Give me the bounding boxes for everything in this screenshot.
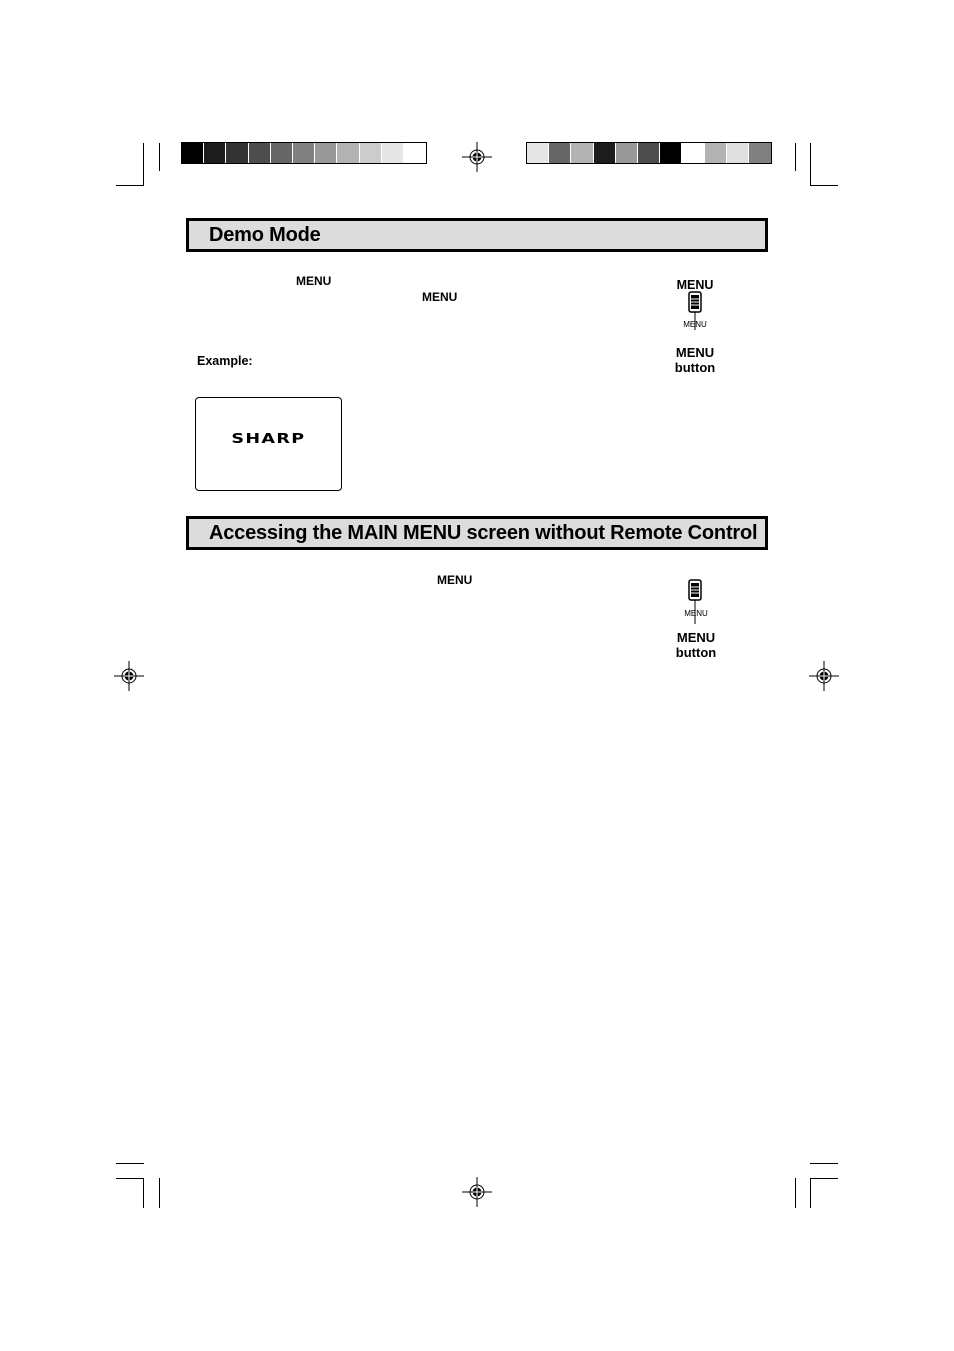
crop-mark xyxy=(116,1163,144,1164)
example-label: Example: xyxy=(197,354,253,368)
keyword-menu: MENU xyxy=(422,290,458,304)
color-swatch xyxy=(249,143,271,163)
section-header-accessing-main-menu xyxy=(186,516,768,550)
color-swatch xyxy=(727,143,749,163)
registration-mark-icon xyxy=(462,1177,492,1207)
crop-mark xyxy=(795,1178,796,1208)
color-swatch xyxy=(682,143,704,163)
menu-button-caption xyxy=(655,345,735,375)
crop-mark xyxy=(116,185,144,186)
crop-mark xyxy=(159,143,160,171)
registration-mark-icon xyxy=(462,142,492,172)
section-header-demo-mode xyxy=(186,218,768,252)
crop-mark xyxy=(810,185,838,186)
color-swatch xyxy=(705,143,727,163)
crop-mark xyxy=(143,1178,144,1208)
color-swatch xyxy=(404,143,426,163)
crop-mark xyxy=(143,143,144,185)
color-swatch xyxy=(616,143,638,163)
color-swatch xyxy=(315,143,337,163)
crop-mark xyxy=(116,1178,144,1179)
color-bar-left xyxy=(181,142,427,164)
color-swatch xyxy=(293,143,315,163)
color-swatch xyxy=(204,143,226,163)
color-swatch xyxy=(660,143,682,163)
color-swatch xyxy=(571,143,593,163)
caption-line: MENU xyxy=(675,345,715,360)
registration-mark-icon xyxy=(114,661,144,691)
color-swatch xyxy=(226,143,248,163)
caption-line: button xyxy=(674,360,716,375)
crop-mark xyxy=(810,1178,811,1208)
color-swatch xyxy=(271,143,293,163)
color-swatch xyxy=(382,143,404,163)
keyword-menu: MENU xyxy=(296,274,332,288)
menu-button-small-label: MENU xyxy=(684,609,708,618)
example-tv-screen xyxy=(195,397,342,491)
sharp-logo: SHARP xyxy=(231,431,306,447)
color-swatch xyxy=(749,143,771,163)
caption-line: button xyxy=(675,645,717,660)
crop-mark xyxy=(810,1178,838,1179)
color-swatch xyxy=(527,143,549,163)
crop-mark xyxy=(795,143,796,171)
color-swatch xyxy=(337,143,359,163)
color-swatch xyxy=(360,143,382,163)
keyword-menu: MENU xyxy=(437,573,473,587)
registration-mark-icon xyxy=(809,661,839,691)
menu-button-small-label: MENU xyxy=(683,320,707,329)
color-swatch xyxy=(549,143,571,163)
color-swatch xyxy=(638,143,660,163)
section-title: Demo Mode xyxy=(209,223,321,246)
crop-mark xyxy=(810,143,811,185)
crop-mark xyxy=(810,1163,838,1164)
color-swatch xyxy=(594,143,616,163)
section-title: Accessing the MAIN MENU screen without Remote Control xyxy=(209,521,758,544)
color-swatch xyxy=(182,143,204,163)
caption-line: MENU xyxy=(676,630,716,645)
menu-button-caption xyxy=(656,630,736,660)
crop-mark xyxy=(159,1178,160,1208)
color-bar-right xyxy=(526,142,772,164)
menu-button-top-label: MENU xyxy=(676,278,714,292)
